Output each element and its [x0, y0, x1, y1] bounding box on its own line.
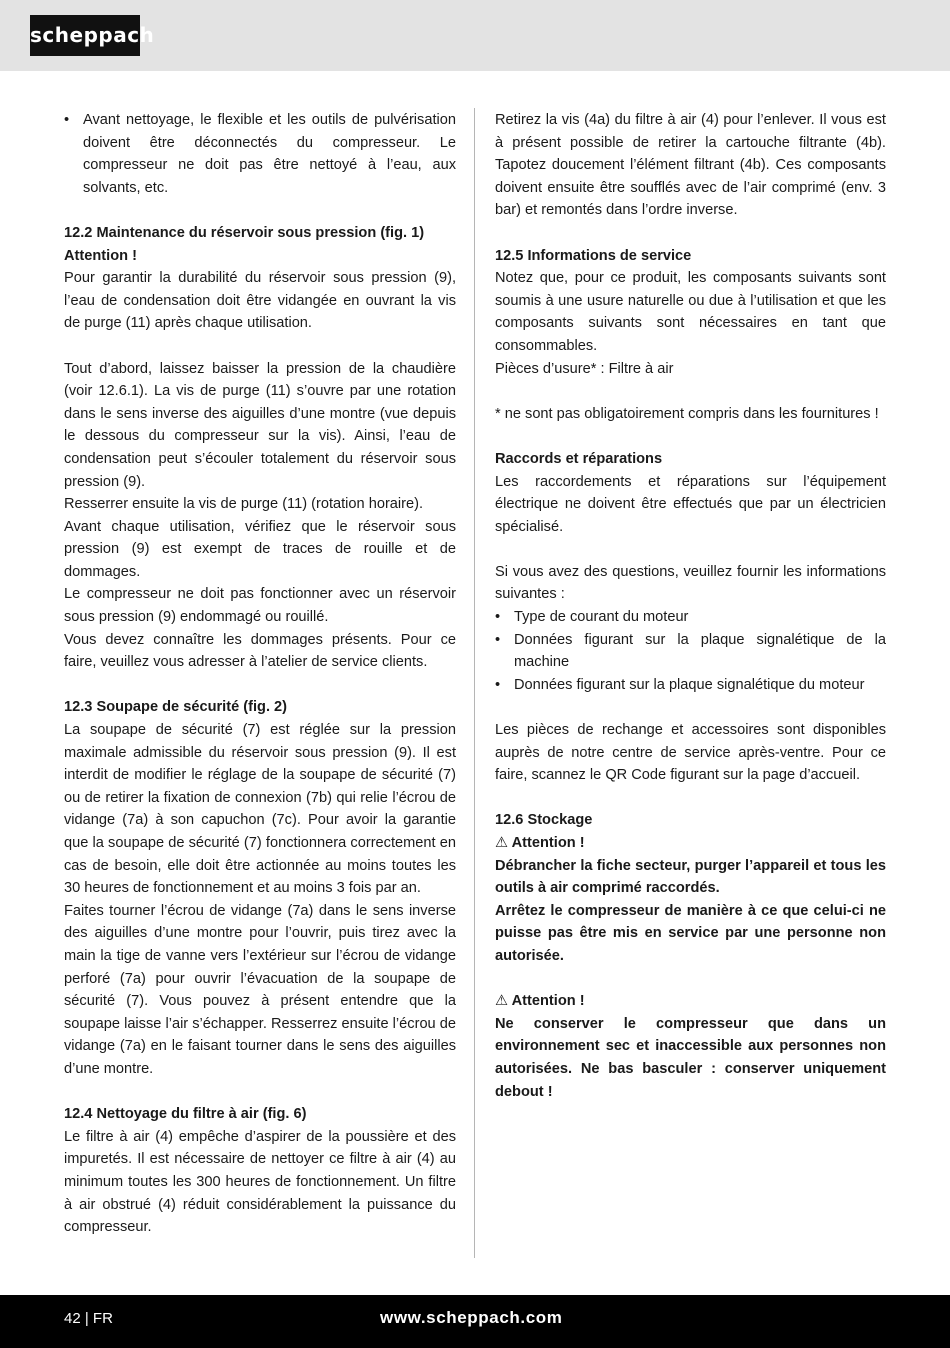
page-footer — [0, 1295, 950, 1348]
warning-icon: ⚠ — [495, 835, 509, 851]
website-url: www.scheppach.com — [380, 1308, 563, 1327]
left-column — [64, 109, 456, 1239]
paragraph: Si vous avez des questions, veuillez fournir les informations suivantes : — [495, 563, 886, 603]
page-header — [0, 0, 950, 71]
paragraph: Les pièces de rechange et accessoires sont disponibles auprès de notre centre de service après-ventre. Pour ce faire, scannez le QR Code figurant sur la page d’accueil. — [495, 722, 886, 784]
section-heading-raccords: Raccords et réparations — [495, 450, 663, 467]
section-heading-12-5: 12.5 Informations de service — [495, 247, 692, 264]
paragraph: Le filtre à air (4) empêche d’aspirer de la poussière et des impuretés. Il est nécessaire de nettoyer ce filtre à air (4) au minimum toutes les 300 heures de fonctionnement. Un filtre à air obstrué (4) réduit considérablement la puissance du compresseur. — [64, 1128, 456, 1236]
paragraph: Resserrer ensuite la vis de purge (11) (rotation horaire). — [64, 496, 424, 513]
right-column — [495, 109, 886, 1103]
paragraph: Vous devez connaître les dommages présents. Pour ce faire, veuillez vous adresser à l’atelier de service clients. — [64, 631, 456, 671]
section-heading-12-4: 12.4 Nettoyage du filtre à air (fig. 6) — [64, 1106, 307, 1123]
list-item: • Données figurant sur la plaque signalétique du moteur — [495, 676, 865, 693]
attention-text: Attention ! — [511, 835, 585, 851]
attention-label: Attention ! — [64, 247, 137, 264]
list-item-text: Données figurant sur la plaque signalétique de la machine — [514, 631, 886, 671]
paragraph: Les raccordements et réparations sur l’équipement électrique ne doivent être effectués que par un électricien spécialisé. — [495, 473, 886, 535]
section-heading-12-3: 12.3 Soupape de sécurité (fig. 2) — [64, 699, 288, 716]
scheppach-logo: scheppach — [30, 15, 140, 56]
paragraph: Pièces d’usure* : Filtre à air — [495, 360, 674, 377]
page-number: 42 | FR — [64, 1310, 113, 1327]
section-heading-12-6: 12.6 Stockage — [495, 812, 593, 829]
paragraph: Notez que, pour ce produit, les composants suivants sont soumis à une usure naturelle ou due à l’utilisation et que les composants suivants sont nécessaires en tant que consommables. — [495, 270, 886, 354]
paragraph: Pour garantir la durabilité du réservoir sous pression (9), l’eau de condensation doit être vidangée en ouvrant la vis de purge (11) après chaque utilisation. — [64, 270, 456, 332]
attention-text: Attention ! — [511, 993, 585, 1010]
paragraph: Tout d’abord, laissez baisser la pression de la chaudière (voir 12.6.1). La vis de purge (11) s’ouvre par une rotation dans le sens inverse des aiguilles d’une montre (vue depuis le dessous du compresseur sur la vis). Ainsi, l’eau de condensation peut s’écouler totalement du réservoir sous pression (9). — [64, 360, 456, 490]
paragraph: Retirez la vis (4a) du filtre à air (4) pour l’enlever. Il vous est à présent possible de retirer la cartouche filtrante (4b). Tapotez doucement l’élément filtrant (4b). Ces composants doivent ensuite être soufflés avec de l’air comprimé (env. 3 bar) et remontés dans l’ordre inverse. — [495, 112, 886, 219]
list-item: • Avant nettoyage, le flexible et les outils de pulvérisation doivent être déconnectés du compresseur. Le compresseur ne doit pas être nettoyé à l’eau, aux solvants, etc. — [64, 112, 456, 196]
list-item-text: Données figurant sur la plaque signalétique du moteur — [514, 676, 865, 693]
paragraph: La soupape de sécurité (7) est réglée sur la pression maximale admissible du réservoir sous pression (9). Il est interdit de modifier le réglage de la soupape de sécurité (7) ou de retirer la fixation de connexion (7b) qui relie l’écrou de vidange (7a) à son capuchon (7c). Pour avoir la garantie que la soupape de sécurité (7) fonctionnera correctement en cas de besoin, elle doit être actionnée au moins toutes les 30 heures de fonctionnement et au moins 3 fois par an. — [64, 722, 456, 897]
warning-icon: ⚠ — [495, 993, 509, 1010]
footnote: * ne sont pas obligatoirement compris dans les fournitures ! — [495, 405, 879, 422]
paragraph: Faites tourner l’écrou de vidange (7a) dans le sens inverse des aiguilles d’une montre pour l’ouvrir, puis tirez avec la main la tige de vanne vers l’extérieur sur l’écrou de vidange perforé (7a) pour ouvrir l’évacuation de la soupape de sécurité (7). Vous pouvez à présent entendre que la soupape laisse l’air s’échapper. Resserrez ensuite l’écrou de vidange (7a) en le faisant tourner dans le sens des aiguilles d’une montre. — [64, 902, 456, 1077]
list-item: • Données figurant sur la plaque signalétique de la machine — [495, 631, 886, 671]
list-item-text: Avant nettoyage, le flexible et les outils de pulvérisation doivent être déconnectés du compresseur. Le compresseur ne doit pas être nettoyé à l’eau, aux solvants, etc. — [83, 112, 456, 196]
warning-paragraph: Ne conserver le compresseur que dans un environnement sec et inaccessible aux personnes non autorisées. Ne bas basculer : conserver uniquement debout ! — [495, 1015, 886, 1100]
paragraph: Avant chaque utilisation, vérifiez que le réservoir sous pression (9) est exempt de traces de rouille et de dommages. — [64, 518, 456, 580]
section-heading-12-2: 12.2 Maintenance du réservoir sous pression (fig. 1) — [64, 224, 425, 241]
column-divider — [474, 108, 475, 1258]
paragraph: Le compresseur ne doit pas fonctionner avec un réservoir sous pression (9) endommagé ou rouillé. — [64, 586, 456, 626]
list-item-text: Type de courant du moteur — [514, 609, 689, 626]
attention-label — [495, 990, 886, 1013]
list-item: • Type de courant du moteur — [495, 609, 689, 626]
warning-paragraph: Débrancher la fiche secteur, purger l’appareil et tous les outils à air comprimé raccordés. — [495, 857, 886, 897]
warning-paragraph: Arrêtez le compresseur de manière à ce que celui-ci ne puisse pas être mis en service par une personne non autorisée. — [495, 902, 886, 964]
attention-label — [495, 832, 886, 855]
